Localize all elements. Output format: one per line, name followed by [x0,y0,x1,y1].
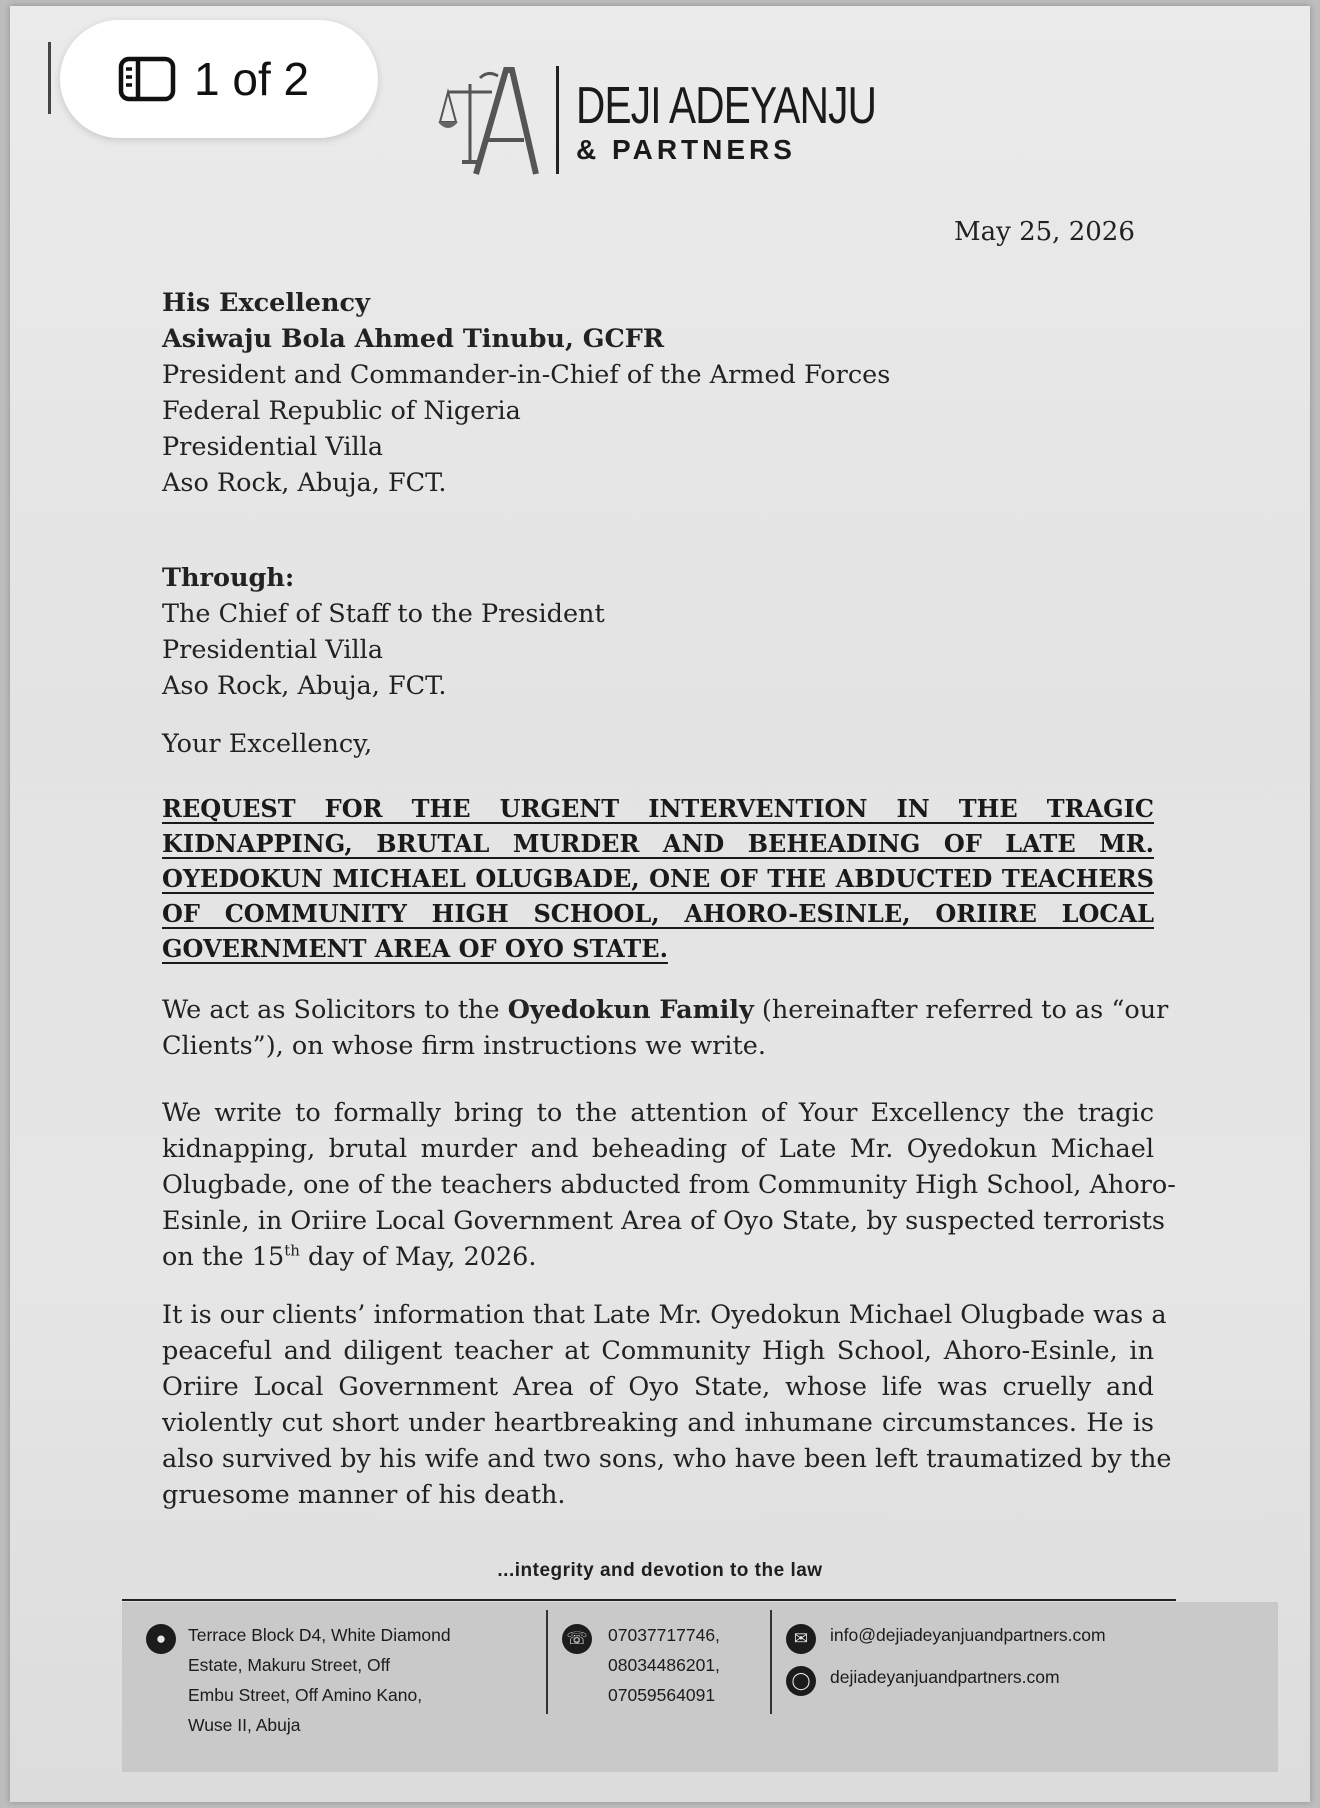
footer-divider [122,1599,1176,1601]
footer-email [830,1620,1106,1650]
page-count: 1 of 2 [194,53,310,105]
globe-icon: ◯ [786,1666,816,1696]
paragraph-text: on the 15 [162,1242,285,1272]
through-address [162,560,605,704]
address-line: Terrace Block D4, White Diamond [188,1625,451,1645]
recipient-line: President and Commander-in-Chief of the Armed Forces [162,360,891,390]
paragraph-1 [162,992,1169,1064]
phone-icon: ☏ [562,1624,592,1654]
recipient-name: Asiwaju Bola Ahmed Tinubu, GCFR [162,324,665,354]
paragraph-text: It is our clients’ information that Late Mr. Oyedokun Michael Olugbade was a [162,1300,1167,1330]
page-edge-mark [48,42,51,114]
salutation: Your Excellency, [162,729,373,759]
recipient-line: Aso Rock, Abuja, FCT. [162,468,447,498]
ordinal-suffix: th [284,1241,300,1260]
paragraph-text: (hereinafter referred to as “our [753,995,1169,1025]
recipient-line: Presidential Villa [162,432,384,462]
letter-date: May 25, 2026 [954,217,1135,247]
firm-name: DEJI ADEYANJU [576,77,877,135]
paragraph-text: gruesome manner of his death. [162,1480,566,1510]
paragraph-text: Clients”), on whose firm instructions we write. [162,1031,766,1061]
footer-website [830,1662,1060,1692]
phone-number[interactable]: 08034486201, [608,1655,720,1675]
paragraph-3 [162,1297,1172,1513]
paragraph-text: kidnapping, brutal murder and beheading of Late Mr. Oyedokun Michael [162,1134,1154,1164]
recipient-title: His Excellency [162,288,370,318]
paragraph-text: peaceful and diligent teacher at Community High School, Ahoro-Esinle, in [162,1336,1154,1366]
letter-footer [122,1602,1278,1772]
email-address[interactable]: info@dejiadeyanjuandpartners.com [830,1625,1106,1645]
paragraph-text: day of May, 2026. [299,1242,537,1272]
through-line: Presidential Villa [162,635,384,665]
email-icon: ✉ [786,1624,816,1654]
paragraph-text: We act as Solicitors to the [162,995,508,1025]
paragraph-text: Olugbade, one of the teachers abducted from Community High School, Ahoro- [162,1170,1176,1200]
footer-address [188,1620,451,1740]
paragraph-text: also survived by his wife and two sons, who have been left traumatized by the [162,1444,1172,1474]
logo-divider [556,66,559,174]
recipient-line: Federal Republic of Nigeria [162,396,521,426]
subject-heading [162,791,1154,966]
footer-separator [546,1610,548,1714]
website-link[interactable]: dejiadeyanjuandpartners.com [830,1667,1060,1687]
address-line: Wuse II, Abuja [188,1715,301,1735]
paragraph-text: Esinle, in Oriire Local Government Area of Oyo State, by suspected terrorists [162,1206,1165,1236]
paragraph-2 [162,1095,1176,1275]
location-pin-icon: ● [146,1624,176,1654]
firm-tagline: ...integrity and devotion to the law [497,1560,823,1581]
firm-subtitle: & PARTNERS [576,134,796,165]
paragraph-text: Oriire Local Government Area of Oyo State, whose life was cruelly and [162,1372,1154,1402]
through-line: The Chief of Staff to the President [162,599,605,629]
letterhead [436,62,877,182]
address-line: Embu Street, Off Amino Kano, [188,1685,423,1705]
scales-of-justice-logo [436,62,546,182]
recipient-address [162,285,890,501]
client-name: Oyedokun Family [507,995,754,1025]
subject-line: OYEDOKUN MICHAEL OLUGBADE, ONE OF THE ABDUCTED TEACHERS [162,864,1154,893]
phone-number[interactable]: 07037717746, [608,1625,720,1645]
address-line: Estate, Makuru Street, Off [188,1655,390,1675]
footer-separator [770,1610,772,1714]
through-heading: Through: [162,563,295,593]
subject-line: OF COMMUNITY HIGH SCHOOL, AHORO-ESINLE, ORIIRE LOCAL [162,899,1154,928]
phone-number[interactable]: 07059564091 [608,1685,716,1705]
sidebar-icon[interactable] [118,56,176,102]
paragraph-text: We write to formally bring to the attention of Your Excellency the tragic [162,1098,1154,1128]
through-line: Aso Rock, Abuja, FCT. [162,671,447,701]
paragraph-text: violently cut short under heartbreaking and inhumane circumstances. He is [162,1408,1154,1438]
subject-line: GOVERNMENT AREA OF OYO STATE. [162,934,668,963]
subject-line: KIDNAPPING, BRUTAL MURDER AND BEHEADING OF LATE MR. [162,829,1154,858]
page-indicator[interactable] [60,20,378,138]
footer-phones [608,1620,720,1710]
subject-line: REQUEST FOR THE URGENT INTERVENTION IN THE TRAGIC [162,794,1154,823]
